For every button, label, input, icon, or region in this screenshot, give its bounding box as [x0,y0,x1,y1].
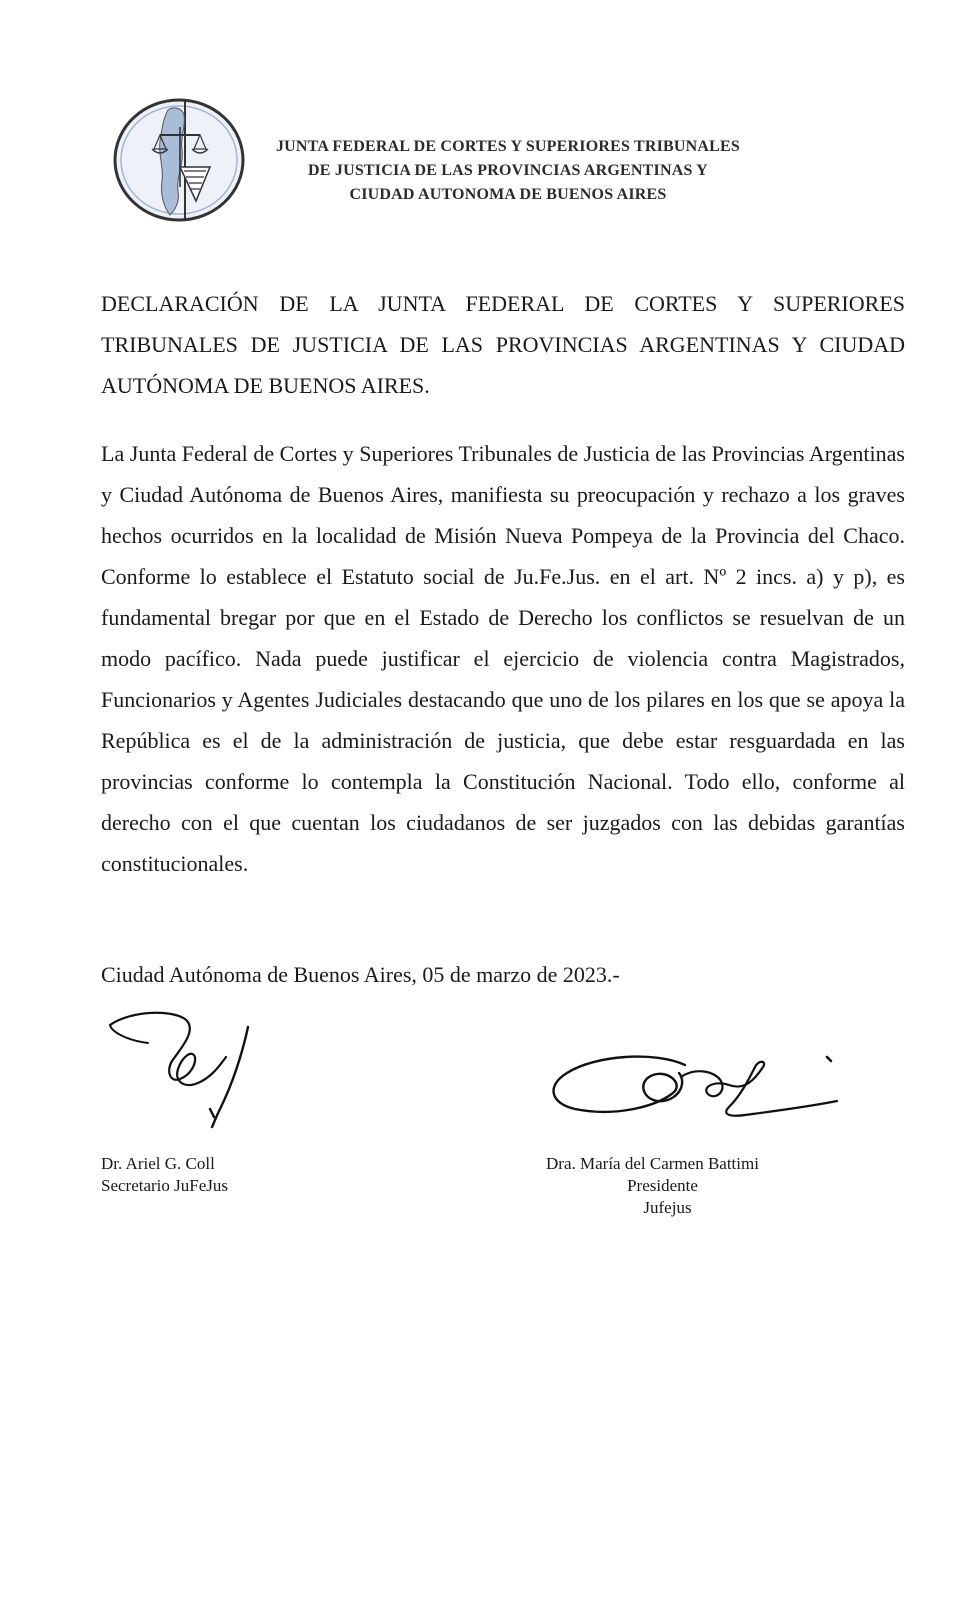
scales-of-justice-seal-icon [110,95,248,225]
signer-left-name: Dr. Ariel G. Coll [101,1154,215,1173]
letterhead-line: JUNTA FEDERAL DE CORTES Y SUPERIORES TRIBUNALES [275,138,741,155]
date-line: Ciudad Autónoma de Buenos Aires, 05 de marzo de 2023.- [101,962,620,987]
signer-right-org: Jufejus [643,1198,692,1217]
letterhead-line: CIUDAD AUTONOMA DE BUENOS AIRES [349,186,667,203]
signer-left-title: Secretario JuFeJus [101,1176,229,1195]
declaration-title: DECLARACIÓN DE LA JUNTA FEDERAL DE CORTES Y SUPERIORES TRIBUNALES DE JUSTICIA DE LAS PROVINCIAS ARGENTINAS Y CIUDAD AUTÓNOMA DE BUENOS AIRES. [101,291,905,398]
letterhead-org-name [248,135,768,207]
signature-left [100,1005,270,1135]
signature-right [545,1045,850,1140]
declaration-body: La Junta Federal de Cortes y Superiores Tribunales de Justicia de las Provincias Argentinas y Ciudad Autónoma de Buenos Aires, manifiesta su preocupación y rechazo a los graves hechos ocurridos en la localidad de Misión Nueva Pompeya de la Provincia del Chaco. Conforme lo establece el Estatuto social de Ju.Fe.Jus. en el art. Nº 2 incs. a) y p), es fundamental bregar por que en el Estado de Derecho los conflictos se resuelvan de un modo pacífico. Nada puede justificar el ejercicio de violencia contra Magistrados, Funcionarios y Agentes Judiciales destacando que uno de los pilares en los que se apoya la República es el de la administración de justicia, que debe estar resguardada en las provincias conforme lo contempla la Constitución Nacional. Todo ello, conforme al derecho con el que cuentan los ciudadanos de ser juzgados con las debidas garantías constitucionales. [101,441,905,876]
signer-left [101,1153,228,1197]
letterhead-line: DE JUSTICIA DE LAS PROVINCIAS ARGENTINAS Y [308,162,708,179]
signer-right [520,1153,785,1219]
signer-right-name: Dra. María del Carmen Battimi [546,1154,759,1173]
signer-right-title: Presidente [627,1176,698,1195]
letterhead [110,95,810,230]
